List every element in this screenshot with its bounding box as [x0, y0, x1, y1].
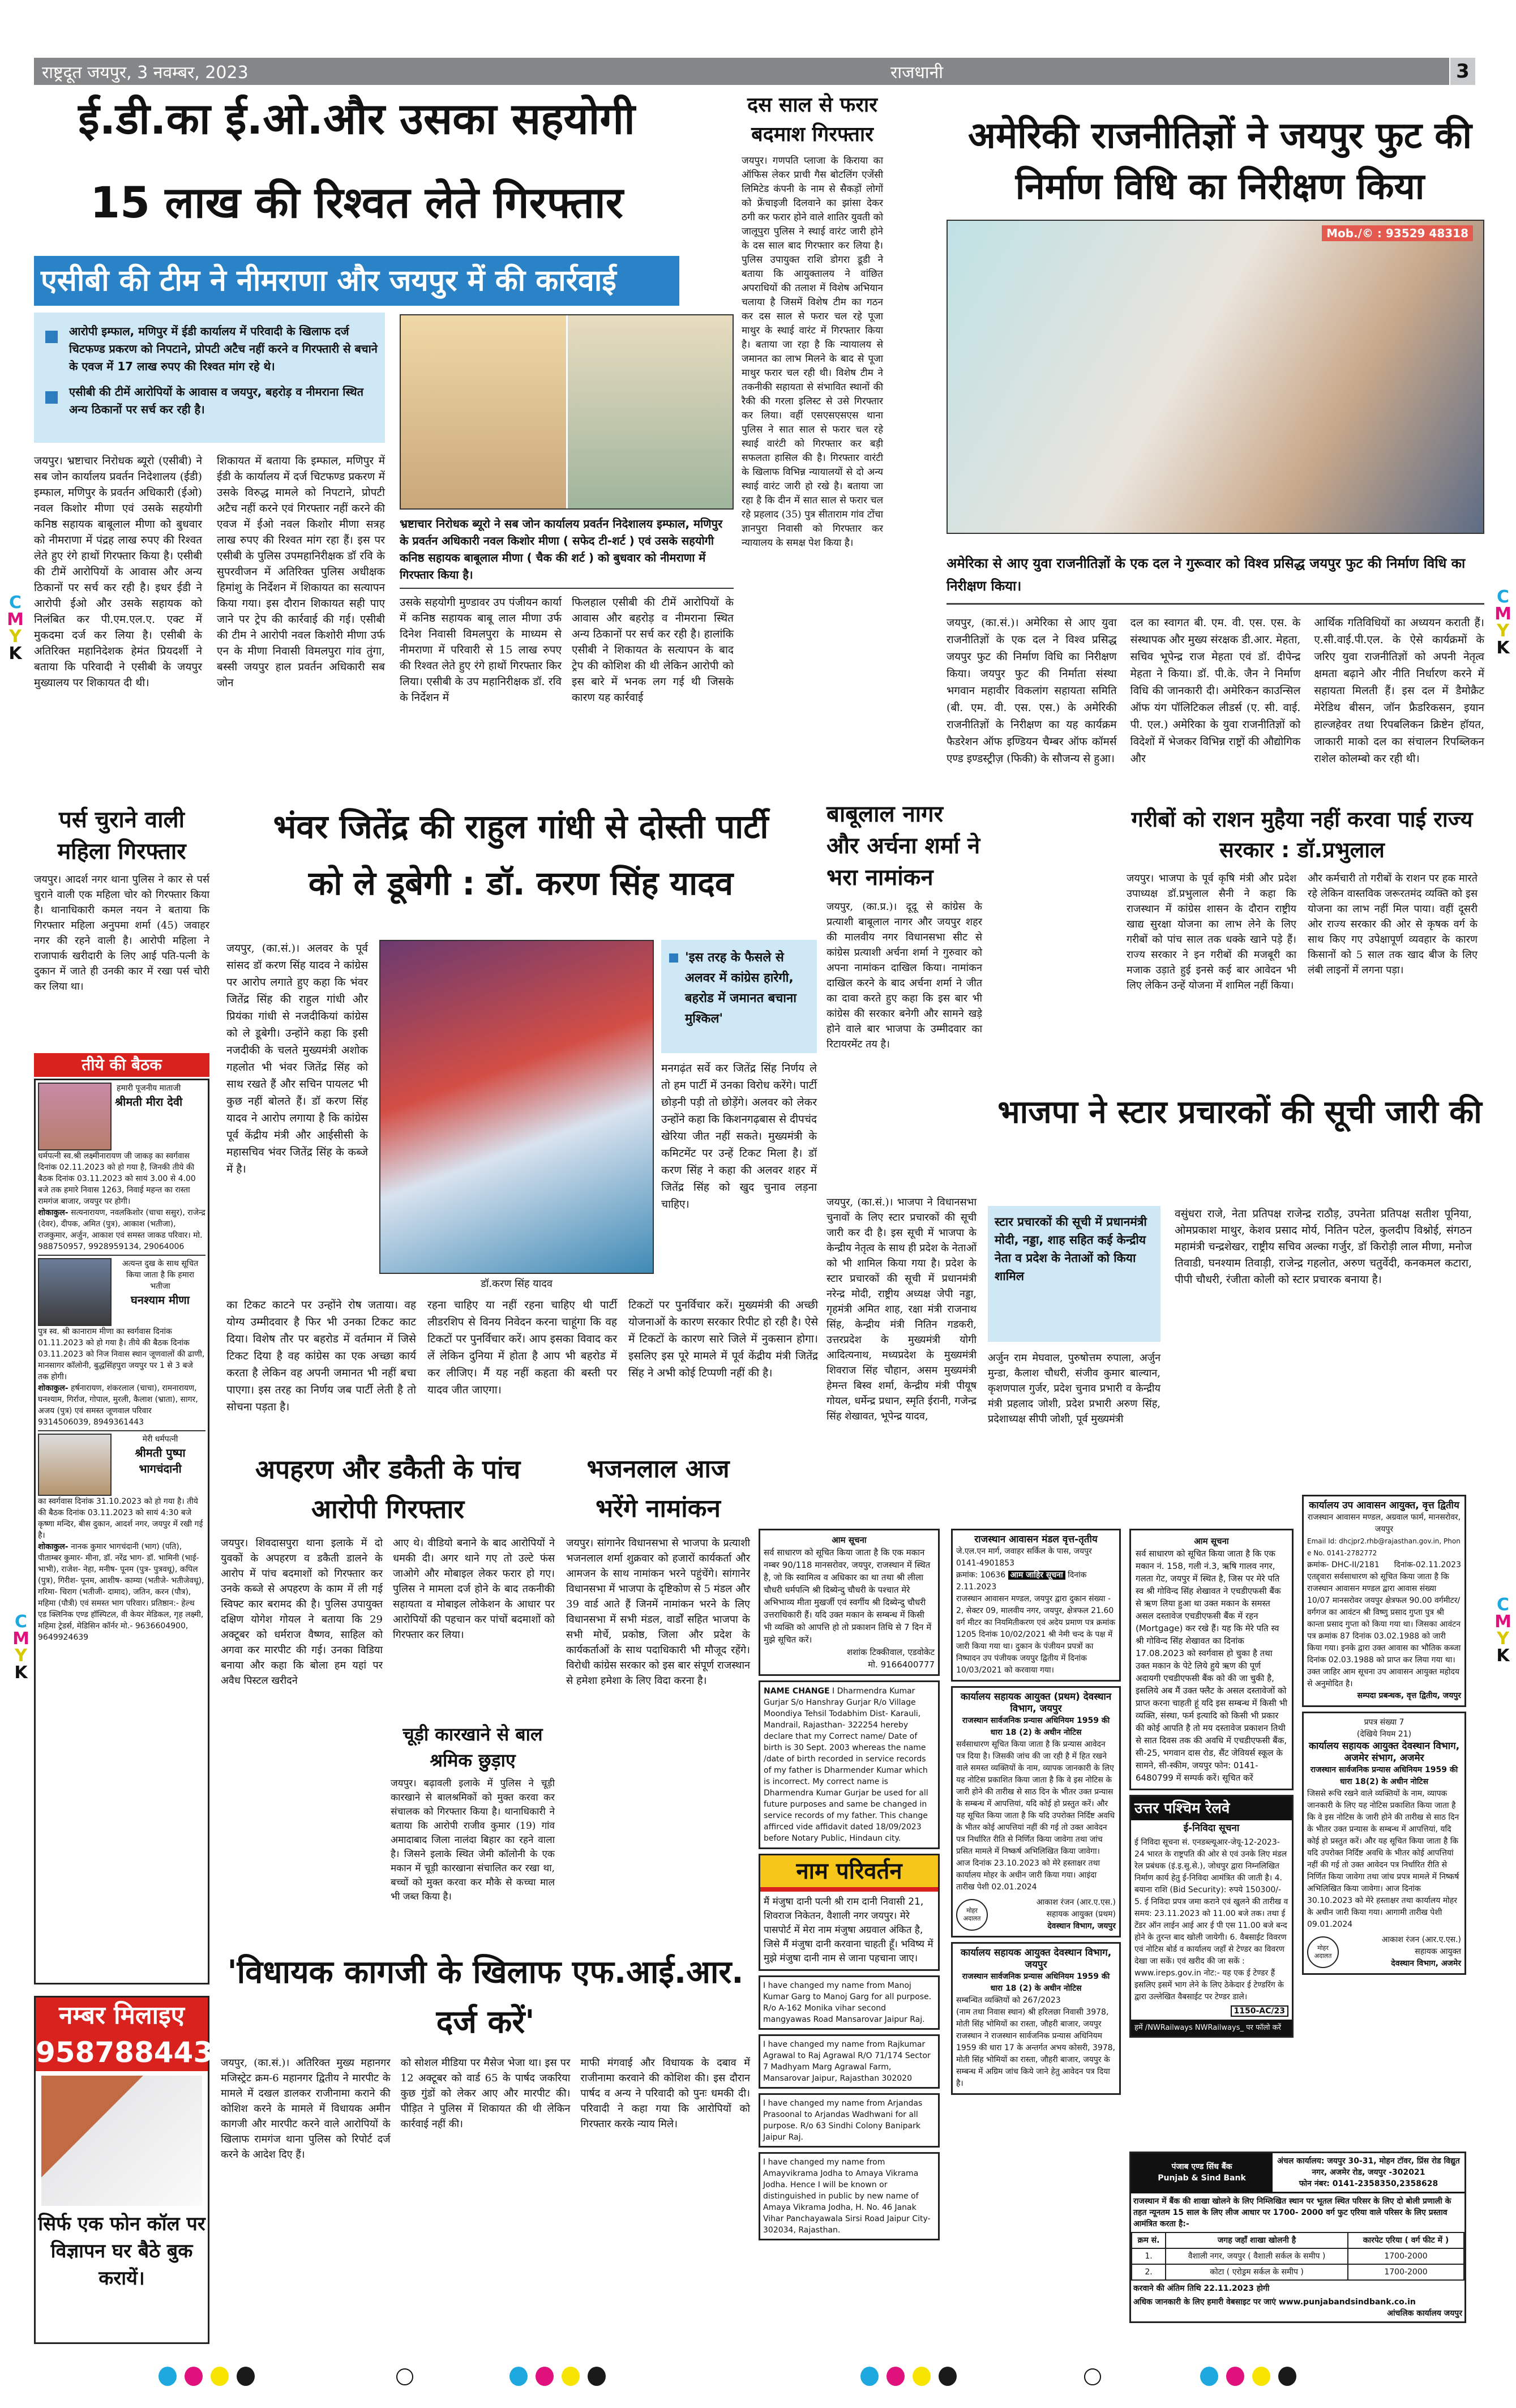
headline: भजनलाल आज भरेंगे नामांकन: [586, 1455, 730, 1523]
subhead-banner: एसीबी की टीम ने नीमराणा और जयपुर में की कार्रवाई: [34, 256, 679, 306]
table-row: 2. कोटा ( एरोड्रम सर्कल के समीप ) 1700-2000: [1132, 2264, 1464, 2280]
crosshair-registration-icon: [1084, 2368, 1101, 2385]
headline: को ले डूबेगी : डॉ. करण सिंह यादव: [308, 864, 734, 903]
name-change-item: I have changed my name from Arjandas Prasoonal to Arjandas Wadhwani for all purpose. R/o 63 Sindhi Colony Banipark Jaipur Raj.: [759, 2093, 940, 2148]
article-text: वसुंधरा राजे, नेता प्रतिपक्ष राजेन्द्र राठौड़, उपनेता प्रतिपक्ष सतीश पूनिया, ओमप्रकाश माथुर, केशव प्रसाद मोर्य, नितिन पटेल, कुलदीप विश्नोई, संगठन महामंत्री चन्द्रशेखर, राष्ट्रीय सचिव अल्का गर्जुर, डॉ किरोड़ी लाल मीणा, मनोज तिवाडी, घनश्याम तिवाड़ी, राजेन्द्र गहलोत, अरुण चतुर्वेदी, कनकमल कटारा, पीपी चौधरी, रंजीता कोली को स्टार प्रचारक बनाया है।: [1175, 1208, 1472, 1286]
notices-column-4: [1302, 1495, 1466, 1975]
article-text: जयपुर। आदर्श नगर थाना पुलिस ने कार से पर्स चुराने वाली एक महिला चोर को गिरफ्तार किया है। थानाधिकारी कमल नयन ने बताया कि गिरफ्तार महिला अनुपमा शर्मा (45) जवाहर नगर की रहने वाली है। आरोपी महिला ने राजापार्क खरीदारी के लिए आई पति-पत्नी के दुकान में जाते ही उनकी कार में रखा पर्स चोरी कर लिया था।: [34, 874, 209, 993]
headline: पर्स चुराने वाली महिला गिरफ्तार: [57, 807, 186, 865]
section-name: राजधानी: [890, 62, 943, 83]
photo-caption: डॉ.करण सिंह यादव: [481, 1278, 553, 1290]
article-columns: [34, 453, 385, 691]
phone-keypad-image: [41, 2076, 202, 2206]
deceased-photo: [38, 1083, 112, 1150]
branch-table: क्रम सं. जगह जहाँ शाखा खोलनी है कारपेट एरिया ( वर्ग फीट में ) 1. वैशाली नगर, जयपुर ( वैशाली सर्कल के समीप ) 1700-2000 2. कोटा ( एरोड्रम सर्कल के समीप ) 1700-2000: [1131, 2232, 1464, 2281]
notice-name-change-en: NAME CHANGE I Dharmendra Kumar Gurjar S/o Hanshray Gurjar R/o Village Moondiya Tehsil Todabhim Dist- Karauli, Mandrail, Rajasthan- 322254 hereby declare that my Correct name/ Date of birth is 30 Sept. 2003 whereas the name /date of birth recorded in service records of my father is Dharmender Kumar which is incorrect. My correct name is Dharmendra Kumar Gurjar be used for all future purposes and same be changed in service records of my father. This change affirced vide affidavit dated 18/09/2023 before Notary Public, Hindaun city.: [759, 1680, 940, 1849]
article-text: और कर्मचारी तो गरीबों के राशन पर हक मारते रहे लेकिन वास्तविक जरूरतमंद व्यक्ति को इस योजना का लाभ नहीं मिल पाया। वहीं दूसरी ओर राज्य सरकार की ओर से कृषक वर्ग के साथ किए गए उपेक्षापूर्ण व्यवहार के कारण किसानों को 5 साल तक खाद बीज के लिए लंबी लाइनों में लगना पड़ा।: [1308, 872, 1478, 976]
article-text: जयपुर। गणपति प्लाजा के किराया का ऑफिस लेकर प्राची गैस बोटलिंग एजेंसी लिमिटेड कंपनी के नाम से सैकड़ों लोगों को फ्रेंचाइजी दिलवाने का झांसा देकर ठगी कर फरार होने वाले शातिर युवती को जालूपुरा पुलिस ने स्थाई वारंट जारी होने के दस साल बाद गिरफ्तार कर लिया है। पुलिस उपायुक्त राशि डोगरा डूडी ने बताया कि आयुक्तालय ने वांछित अपराधियों की तलाश में विशेष अभियान चलाया है जिसमें विशेष टीम का गठन कर दस साल से फरार चल रहे पूजा माथुर के स्थाई वारंट में गिरफ्तार किया है। बताया जा रहा है कि न्यायालय से जमानत का लाभ मिलने के बाद से पूजा माथुर फरार चल रही थी। विशेष टीम ने तकनीकी सहायता से संभावित स्थानों की रैकी की गरला इलिस्ट से उसे गिरफ्तार कर लिया। वहीं एसएसएसएस थाना पुलिस ने सात साल से फरार चल रहे स्थाई वारंटी को गिरफ्तार कर बड़ी सफलता हासिल की है। गिरफ्तार वारंटी के खिलाफ विभिन्न न्यायालयों से दो अन्य स्थाई वारंट जारी हो रखे है। बताया जा रहा है कि दीन में सात साल से फरार चल रहे प्रहलाद (35) पुत्र सीताराम गांव टोंचा ज्ञानपुरा निवासी को गिरफ्तार कर न्यायालय के समक्ष पेश किया है।: [742, 155, 883, 549]
story-ed-bribery: [34, 91, 679, 231]
square-bullet-icon: [45, 391, 58, 404]
headline: अमेरिकी राजनीतिज्ञों ने जयपुर फुट की निर्माण विधि का निरीक्षण किया: [967, 115, 1472, 208]
story-bjp-list: [996, 1087, 1483, 1138]
article-text: जयपुर, (का.सं.)। भाजपा ने विधानसभा चुनावों के लिए स्टार प्रचारकों की सूची जारी कर दी है। इस सूची में भाजपा के केन्द्रीय नेतृत्व के साथ ही प्रदेश के नेताओं को भी शामिल किया गया है। प्रदेश के स्टार प्रचारकों की सूची में प्रधानमंत्री नरेन्द्र मोदी, राष्ट्रीय अध्यक्ष जेपी नड्डा, गृहमंत्री अमित शाह, रक्षा मंत्री राजनाथ सिंह, केन्द्रीय मंत्री नितिन गडकरी, उत्तरप्रदेश के मुख्यमंत्री योगी आदित्यनाथ, मध्यप्रदेश के मुख्यमंत्री शिवराज सिंह चौहान, असम मुख्यमंत्री हेमन्त बिस्व शर्मा, केन्द्रीय मंत्री पीयूष गोयल, धर्मेन्द्र प्रधान, स्मृति ईरानी, गजेन्द्र सिंह शेखावत, भूपेन्द्र यादव,: [826, 1196, 977, 1422]
ad-tagline: सिर्फ एक फोन कॉल पर विज्ञापन घर बैठे बुक करायें।: [38, 2213, 205, 2290]
headline: भंवर जितेंद्र की राहुल गांधी से दोस्ती पार्टी: [273, 807, 769, 846]
arrest-photo: [400, 314, 734, 510]
name-change-item: I have changed my name from Manoj Kumar Garg to Manoj Garg for all purpose. R/o A-162 Monika vihar second mangyawas Road Mansarovar Jaipur Raj.: [759, 1975, 940, 2030]
obituary-item: मेरी धर्मपत्नी श्रीमती पुष्पा भागचंदानी का स्वर्गवास दिनांक 31.10.2023 को हो गया है। तीये की बैठक दिनांक 03.11.2023 को सायं 4:30 बजे कृष्णा मन्दिर, बीस दुकान, आदर्श नगर, जयपुर में रखी गई है। शोकाकुल- नानक कुमार भागचंदानी (भाग) (पति), पीताम्बर कुमार- मीना, डॉ. नरेंद्र भाग- डॉ. भामिनी (भाई-भाभी), राजेश- नेहा, मनीष- पूनम (पुत्र- पुत्रवधू), कपिल (पुत्र), गिरीश- पूनम, आशीष- काम्या (भतीजे- भतीजेवधू), गरिमा- चिराग (भतीजी- दामाद), जतिन, करन (पौत्र), महिमा (पौत्री) एवं समस्त भाग परिवार। प्रतिष्ठान:- हेल्थ एड क्लिनिक एण्ड हॉस्पिटल, वी केयर मेडिकल, गृह लक्ष्मी, महिमा ट्रेडर्स, मेडिसिन कॉर्नर मो.- 9636604900, 9649924639: [38, 1435, 204, 1642]
photo-watermark: Mob./© : 93529 48318: [1322, 225, 1473, 241]
notices-column-2: [951, 1529, 1121, 2095]
headline: चूड़ी कारखाने से बाल श्रमिक छुड़ाए: [402, 1723, 543, 1771]
notice-aam-suchna-1: आम सूचना सर्व साधारण को सूचित किया जाता है कि एक मकान नम्बर 90/118 मानसरोवर, जयपुर, राजस्थान में स्थित है, जो कि स्वामित्व व अधिकार का था तथा श्री लीला चौधरी धर्मपत्नि श्री दिब्येन्दु चौधरी के पश्चात मेरे अभिभाव्य मीता मुखर्जी एवं स्वर्गीय श्री दिब्येन्दु चौधरी उत्तराधिकारी हैं। यदि उक्त मकान के सम्बन्ध में किसी भी व्यक्ति को आपत्ति हो तो प्रकाशन तिथि से 7 दिन में मुझे सूचित करें। शशांक टिक्कीवाल, एडवोकेट मो. 9166400777: [759, 1529, 940, 1676]
article-text: दल का स्वागत बी. एम. वी. एस. एस. के संस्थापक और मुख्य संरक्षक डी.आर. मेहता, सचिव भूपेन्द्र राज मेहता एवं डॉ. दीपेन्द्र मेहता ने किया। डॉ. पी.के. जैन ने निर्माण विधि की जानकारी दी। अमेरिकन काउन्सिल ऑफ यंग पॉलिटिकल लीडर्स (ए. सी. वाई. पी. एल.) अमेरिका के युवा राजनीतिज्ञों को विदेशों में भेजकर विभिन्न राष्ट्रों की औद्योगिक और: [1130, 617, 1301, 765]
deceased-photo: [38, 1434, 112, 1496]
article-text: जयपुर, (का.सं.)। अलवर के पूर्व सांसद डॉ करण सिंह यादव ने कांग्रेस पर आरोप लगाते हुए कहा कि भंवर जितेंद्र सिंह की राहुल गांधी और प्रियंका गांधी से नजदीकियां कांग्रेस को ले डूबेगी। उन्होंने कहा कि इसी नजदीकी के चलते मुख्यमंत्री अशोक गहलोत भी भंवर जितेंद्र सिंह को साथ रखते हैं और सचिन पायलट भी कुछ नहीं बोलते हैं। डॉ करण सिंह यादव ने आरोप लगाया है कि कांग्रेस पूर्व केंद्रीय मंत्री और आईसीसी के महासचिव भंवर जितेंद्र सिंह के कब्जे में है।: [226, 942, 368, 1175]
headline: गरीबों को राशन मुहैया नहीं करवा पाई राज्य सरकार : डॉ.प्रभुलाल: [1131, 807, 1473, 862]
headline: 'विधायक कागजी के खिलाफ एफ.आई.आर. दर्ज करें': [227, 1954, 744, 2041]
highlight-bullet: आरोपी इम्फाल, मणिपुर में ईडी कार्यालय में परिवादी के खिलाफ दर्ज चिटफण्ड प्रकरण को निपटाने, प्रोपटी अटैच नहीं करने व गिरफ्तारी से बचाने के एवज में 17 लाख रुपए की रिश्वत मांग रहे थे।: [45, 323, 379, 375]
crosshair-registration-icon: [396, 2368, 413, 2385]
notice-devasthan-jaipur-2: कार्यालय सहायक आयुक्त देवस्थान विभाग, जयपुर राजस्थान सार्वजनिक प्रन्यास अधिनियम 1959 की धारा 18 (2) के अधीन नोटिस सम्बन्धित व्यक्तियों को 267/2023 (नाम तथा निवास स्थान) श्री हरिलछा निवासी 3978, मोती सिंह भोमियों का रास्ता, जौहरी बाजार, जयपुर राजस्थान ने राजस्थान सार्वजनिक प्रन्यास अधिनियम 1959 की धारा 17 के अन्तर्गत अभय कोसरी, 3978, मोती सिंह भोमियों का रास्ता, जौहरी बाजार, जयपुर के सम्बन्ध में अग्रिम जांच किये जाने हेतु आवेदन पत्र दिया है।: [951, 1942, 1121, 2095]
highlights-box: [34, 313, 385, 443]
photo-caption: भ्रष्टाचार निरोधक ब्यूरो ने सब जोन कार्यालय प्रवर्तन निदेशालय इम्फाल, मणिपुर के प्रवर्तन अधिकारी नवल किशोर मीणा ( सफेद टी-शर्ट ) एवं उसके सहयोगी कनिष्ठ सहायक बाबूलाल मीणा ( चैक की शर्ट ) को बुधवार को नीमराणा में गिरफ्तार किया है।: [400, 515, 734, 589]
ad-phone[interactable]: 9587884433: [36, 2034, 208, 2071]
story-kidnap: [221, 1449, 555, 1688]
tender-code: 1150-AC/23: [1231, 2005, 1288, 2017]
registration-dots: [860, 2367, 965, 2388]
highlight-bullet: एसीबी की टीमें आरोपियों के आवास व जयपुर, बहरोड़ व नीमराना स्थित अन्य ठिकानों पर सर्च कर रही है।: [45, 383, 379, 418]
headline: भाजपा ने स्टार प्रचारकों की सूची जारी की: [997, 1094, 1482, 1131]
square-bullet-icon: [669, 953, 678, 963]
photo-accused-1: [401, 315, 568, 508]
court-seal: मोहर अदालत: [956, 1899, 988, 1931]
cmyk-mark-left-bottom: C M Y K: [12, 1612, 29, 1683]
notice-devasthan-jaipur: कार्यालय सहायक आयुक्त (प्रथम) देवस्थान विभाग, जयपुर राजस्थान सार्वजनिक प्रन्यास अधिनियम 1959 की धारा 18 (2) के अधीन नोटिस सर्वसाधारण सूचित किया जाता है कि प्रन्यास आवेदन पत्र दिया है। जिसकी जांच की जा रही है में हित रखने वाले समस्त व्यक्तियों के नाम, व्यापक जानकारी के लिए यह नोटिस प्रकाशित किया जाता है कि वे इस नोटिस के जारी होने की तारीख से साठ दिन के भीतर उक्त प्रन्यास के सम्बन्ध में आपत्तियां, यदि कोई हो प्रस्तुत करें। और यह सूचित किया जाता है कि यदि उपरोक्त निर्दिष्ट अवधि के भीतर कोई आपत्तियां नहीं की गई तो उक्त आवेदन पत्र निर्धारित रीति से निर्णित किया जावेगा तथा जांच प्रसित मामले में निष्कर्ष अभिलिखित किया जावेगा। आज दिनांक 23.10.2023 को मेरे हस्ताक्षर तथा कार्यालय मोहर के अधीन जारी किया गया। आइंदा तारीख पेशी 02.01.2024 मोहर अदालत आकाश रंजन (आर.ए.एस.) सहायक आयुक्त (प्रथम) देवस्थान विभाग, जयपुर: [951, 1686, 1121, 1937]
article-text: जयपुर, (का.सं.)। अतिरिक्त मुख्य महानगर मजिस्ट्रेट क्रम-6 महानगर द्वितीय ने मारपीट के मामले में दखल डालकर राजीनामा कराने की कोशिश करने के मामले में विधायक अमीन कागजी और मारपीट करने वाले आरोपियों के खिलाफ रामगंज थाना पुलिस को रिपोर्ट दर्ज करने के आदेश दिए हैं।: [221, 2057, 391, 2161]
headline: दस साल से फरार बदमाश गिरफ्तार: [747, 93, 877, 146]
article-text: आर्थिक गतिविधियों का अध्ययन कराती हैं। ए.सी.वाई.पी.एल. के ऐसे कार्यक्रमों के जरिए युवा राजनीतिज्ञों को अपनी नेतृत्व क्षमता बढ़ाने और नीति निर्धारण करने में सहायता मिलती हैं। इस दल में डैमोक्रैट मेरेडिथ बीसन, जॉन फ्रैडरिकसन, इयान हाल्जहेवर तथा रिपबलिकन क्रिष्टेन हॉयत, जाकारी माको दल का संचालन रिपब्लिकन राशेल कोलम्बो कर रही थी।: [1314, 617, 1484, 765]
article-columns: [226, 1297, 818, 1415]
obituary-list: [34, 1079, 209, 1984]
obituary-item: अत्यन्त दुख के साथ सूचित किया जाता है कि हमारा भतीजा घनश्याम मीणा पुत्र स्व. श्री कानाराम मीणा का स्वर्गवास दिनांक 01.11.2023 को हो गया है। तीये की बैठक दिनांक 03.11.2023 को निज निवास स्थान जूणवालों की ढाणी, मानसागर कॉलोनी, बुद्धसिंहपुरा जयपुर पर 1 से 3 बजे तक होगी। शोकाकुल- हर्षनारायण, शंकरलाल (चाचा), रामनारायण, घनश्याम, गिर्राज, गोपाल, मुरली, कैलाश (भ्राता), सागर, अजय (पुत्र) एवं समस्त जूणवाल परिवार 9314506039, 8949361443: [38, 1256, 205, 1431]
page-number: 3: [1450, 58, 1475, 85]
story-kagzi: [221, 1948, 750, 2162]
notice-housing-2: कार्यालय उप आवासन आयुक्त, वृत्त द्वितीय राजस्थान आवासन मण्डल, अग्रवाल फार्म, मानसरोवर, जयपुर Email Id: dhcjpr2.rhb@rajasthan.gov.in, Phone No. 0141-2782772 क्रमांक- DHC-II/2181 दिनांक-02.11.2023 एतद्द्वारा सर्वसाधारण को सूचित किया जाता है कि राजस्थान आवासन मण्डल द्वारा आवास संख्या 10/07 मानसरोवर जयपुर क्षेत्रफल 90.00 वर्गमीटर/वर्गगज का आवंटन श्री विष्णु प्रसाद गुप्ता पुत्र श्री कान्ता प्रसाद गुप्ता को किया गया था। जिसका आवंटन पत्र क्रमांक 87 दिनांक 03.02.1988 को जारी किया गया। इनके द्वारा उक्त आवास का भौतिक कब्जा दिनांक 02.03.1988 को प्राप्त कर लिया गया था। उक्त जाहिर आम सूचना उप आवासन आयुक्त महोदय से अनुमोदित है। सम्पदा प्रबन्धक, वृत्त द्वितीय, जयपुर: [1302, 1495, 1466, 1707]
ad-number-box: [34, 1996, 233, 2344]
article-columns: [400, 594, 734, 705]
article-text: रहना चाहिए या नहीं रहना चाहिए थी पार्टी लीडरशिप से विनय निवेदन करना चाहूंगा कि वह टिकटों पर पुनर्विचार करें। आप इसका विवाद कर लें लेकिन दुनिया में होता है आप भी बहरोड में कर लीजिए। मैं यह नहीं कहता की बस्ती पर यादव जीत जाएगा।: [427, 1299, 617, 1396]
usa-delegation-photo: [947, 220, 1484, 534]
story-badmash: [742, 91, 883, 550]
article-text: फिलहाल एसीबी की टीमें आरोपियों के आवास और बहरोड़ व नीमराना स्थित अन्य ठिकानों पर सर्च कर रही है। हालांकि एसीबी ने शिकायत के सत्यापन के बाद ट्रेप की कोशिश की थी लेकिन आरोपी को इस बारे में भनक लग गई थी जिसके कारण यह कार्रवाई: [572, 596, 734, 704]
bank-premises-ad: पंजाब एण्ड सिंध बैंक Punjab & Sind Bank अंचल कार्यालय: जयपुर 30-31, मोहन टॉवर, प्रिंस रोड विद्युत नगर, अजमेर रोड, जयपुर -302021 फोन नंबर: 0141-2358350,2358628 राजस्थान में बैंक की शाखा खोलने के लिए निम्लिखित स्थान पर भूतल स्थित परिसर के लिए दो बोली प्रणाली के तहत न्यूनतम 15 साल के लिए लीज आधार पर 1700- 2000 वर्ग फुट एरिया वाले परिसर के लिए प्रस्ताव आमंत्रित करता है:- क्रम सं. जगह जहाँ शाखा खोलनी है कारपेट एरिया ( वर्ग फीट में ) 1. वैशाली नगर, जयपुर ( वैशाली सर्कल के समीप ) 1700-2000 2. कोटा ( एरोड्रम सर्कल के समीप ) 1700-2000 करवाने की अंतिम तिथि 22.11.2023 होगी अधिक जानकारी के लिए हमारी वेबसाइट पर जाएं www.punjabandsindbank.co.in आंचलिक कार्यालय जयपुर: [1129, 2152, 1466, 2323]
notice-naam-parivartan: नाम परिवर्तन मैं मंजुषा दानी पत्नी श्री राम दानी निवासी 21, शिवराज निकेतन, वैशाली नगर जयपुर। मेरे पासपोर्ट में मेरा नाम मंजुषा अग्रवाल अंकित है, जिसे मैं मंजुषा दानी करवाना चाहती हूँ। भविष्य में मुझे मंजुषा दानी नाम से जाना पहचाना जाए।: [759, 1854, 940, 1971]
obituary-item: हमारी पूजनीय माताजी श्रीमती मीरा देवी धर्मपत्नी स्व.श्री लक्ष्मीनारायण जी जाकड़ का स्वर्गवास दिनांक 02.11.2023 को हो गया है, जिनकी तीये की बैठक दिनांक 03.11.2023 को सायं 3.00 से 4.00 बजे तक हमारे निवास 1263, निवाई महन्त का रास्ता रामगंज बाजार, जयपुर पर होगी। शोकाकुल- सत्यनारायण, नवलकिशोर (चाचा ससुर), राजेन्द्र (देवर), दीपक, अमित (पुत्र), आकाश (भतीजा), राजकुमार, अर्जुन, आकाश एवं समस्त जाकड परिवार। मो. 988750957, 9928959134, 29064006: [38, 1083, 205, 1256]
article-text: जयपुर। सांगानेर विधानसभा से भाजपा के प्रत्याशी भजनलाल शर्मा शुक्रवार को हजारों कार्यकर्ता और आमजन के साथ नामांकन भरने पहुंचेंगे। सांगानेर विधानसभा में भाजपा के दृष्टिकोण से 5 मंडल और 39 वार्ड आते हैं जिनमें नामांकन भरने के लिए विधानसभा में सभी मंडल, वार्डों सहित भाजपा के सभी मोर्चे, प्रकोष्ठ, जिला और प्रदेश के कार्यकर्ताओं के साथ पदाधिकारी भी मौजूद रहेंगे। विरोधी कांग्रेस सरकार को इस बार संपूर्ण राजस्थान से हमेशा हमेशा के लिए विदा करना है।: [566, 1537, 750, 1687]
photo-accused-2: [568, 315, 733, 508]
notice-housing-3: राजस्थान आवासन मंडल वृत्त-तृतीय जे.एल.एन मार्ग, जवाहर सर्किल के पास, जयपुर 0141-4901853 क्रमांक: 10636 आम जाहिर सूचना दिनांक 2.11.2023 राजस्थान आवासन मण्डल, जयपुर द्वारा दुकान संख्या - 2, सेक्टर 09, मालवीय नगर, जयपुर, क्षेत्रफल 21.60 वर्ग मीटर का नियमितीकरण एवं अदेय प्रमाण पत्र क्रमांक 1205 दिनांक 10/02/2021 श्री नेमी चन्द के पक्ष में जारी किया गया था। दुकान के पंजीयन प्रपत्रों का निष्पादन उप पंजीयक जयपुर द्वितीय में दिनांक 10/03/2021 को करवाया गया।: [951, 1529, 1121, 1682]
notice-railway-tender: उत्तर पश्चिम रेलवे ई-निविदा सूचना ई निविदा सूचना सं. एनडब्ल्यूआर-जेयू-12-2023-24 भारत के राष्ट्रपति की ओर से एवं उनके लिए मंडल रेल प्रबंधक (इं.इ.सु.से.), जोधपुर द्वारा निम्नलिखित निर्माण कार्य हेतु ई-निविदा आमंत्रित की जाती है। 4. बयाना राशि (Bid Security): रुपये 150300/- 5. ई निविदा प्रपत्र जमा कराने एवं खुलने की तारीख व समय: 23.11.2023 को 11.00 बजे तक। तथा ई टेंडर ऑन लाईन आई आर ई पी एस 11.00 बजे बन्द होने के तुरन्त बाद खोली जायेगी। 6. वैबसाईट विवरण एवं नोटिस बोर्ड व कार्यालय जहाँ से टेण्डर का विवरण देखा जा सकें। एवं खरीद की जा सकें : www.ireps.gov.in नोट:- यह एक ई टेण्डर हैं इसलिए इसमें भाग लेने के लिए ठेकेदार ई टेण्डरिंग के द्वारा उल्लेखित वैबसाईट पर टेण्डर डाले। 1150-AC/23 हमें /NWRailways NWRailways_ पर फॉलो करें: [1129, 1795, 1294, 2038]
notices-column-3: [1129, 1529, 1294, 2038]
story-nagar: [826, 798, 982, 1052]
page-header-bar: [34, 58, 1449, 85]
article-text: जयपुर। भ्रष्टाचार निरोधक ब्यूरो (एसीबी) ने सब जोन कार्यालय प्रवर्तन निदेशालय (ईडी) इम्फाल, मणिपुर के प्रवर्तन अधिकारी (ईओ) नवल किशोर मीणा एवं उसके सहयोगी कनिष्ठ सहायक बाबूलाल मीणा को बुधवार को नीमराणा में पंद्रह लाख रुपए की रिश्वत लेते हुए रंगे हाथों गिरफ्तार किया है। एसीबी की टीमें आरोपियों के आवास और अन्य ठिकानों पर सर्च कर रही है। इधर ईडी ने आरोपी ईओ और उसके सहायक को निलंबित कर पी.एम.एल.ए. एक्ट में मुकदमा दर्ज कर लिया है। एसीबी के अतिरिक्त महानिदेशक हेमंत प्रियदर्शी ने बताया कि परिवादी ने एसीबी के जयपुर मुख्यालय पर शिकायत दी थी।: [34, 455, 202, 689]
karan-singh-photo: [379, 940, 654, 1274]
table-row: 1. वैशाली नगर, जयपुर ( वैशाली सर्कल के समीप ) 1700-2000: [1132, 2248, 1464, 2264]
court-seal: मोहर अदालत: [1307, 1936, 1339, 1968]
cmyk-mark-right-top: C M Y K: [1494, 587, 1511, 658]
headline: अपहरण और डकैती के पांच आरोपी गिरफ्तार: [255, 1454, 521, 1524]
article-text: टिकटों पर पुनर्विचार करें। मुख्यमंत्री की अच्छी योजनाओं के कारण सरकार रिपीट हो रही है। ऐसे में टिकटों के कारण सारे जिले में नुकसान होगा। इसलिए इस पूरे मामले में पूर्व केंद्रीय मंत्री जितेंद्र सिंह ने अभी कोई टिप्पणी नहीं की है।: [628, 1299, 818, 1379]
article-text: शिकायत में बताया कि इम्फाल, मणिपुर में ईडी के कार्यालय में दर्ज चिटफण्ड प्रकरण में उसके विरुद्ध मामले को निपटाने, प्रोपटी अटैच नहीं करने एवं गिरफ्तार नहीं करने की एवज में ईओ नवल किशोर मीणा सत्रह लाख रुपए की रिश्वत मांग रहा हैं। इस पर एसीबी के पुलिस उपमहानिरीक्षक डॉ रवि के सुपरवीजन में अतिरिक्त पुलिस अधीक्षक हिमांशु के निर्देशन में शिकायत का सत्यापन किया गया। इस दौरान शिकायत सही पाए जाने पर ट्रेप की कार्रवाई की गई। एसीबी की टीम ने आरोपी नवल किशोरी मीणा उर्फ एन के मीणा निवासी विमलपुरा गांव तुंगा, बस्सी जयपुर हाल प्रवर्तन अधिकारी सब जोन: [217, 455, 385, 689]
article-text: का टिकट काटने पर उन्होंने रोष जताया। वह योग्य उम्मीदवार है फिर भी उनका टिकट काट दिया। विशेष तौर पर बहरोड में वर्तमान में जिसे टिकट दिया है वह कांग्रेस का एक अच्छा कार्य करता है लेकिन वह अपनी जमानत भी नहीं बचा पाएगा। इस तरह का निर्णय जब पार्टी लेती है तो सोचना पड़ता है।: [226, 1299, 416, 1413]
notice-aam-suchna-2: आम सूचना सर्व साधारण को सूचित किया जाता है कि एक मकान नं. 158, गली नं.3, ऋषि गालव नगर, गलता गेट, जयपुर में स्थित है, जिस पर मेरे पति स्व श्री गोविन्द सिंह शेखावत ने एचडीएफसी बैंक से ऋण लिया हुआ था उक्त मकान के समस्त असल दस्तावेज एचडीएफसी बैंक में रहन (Mortgage) कर रखे हैं। यह कि मेरे पति स्व श्री गोविन्द सिंह शेखावत का दिनांक 17.08.2023 को स्वर्गवास हो चुका है तथा उक्त मकान के पेटे लिये हुये ऋण की पूर्ण अदायगी एचडीएफसी बैंक को की जा चुकी है, इसलिये अब मैं उक्त फ्लैट के असल दस्तावेजों को प्राप्त करना चाहती हूं यदि इस सम्बन्ध में किसी भी व्यक्ति, संस्था, फर्म इत्यादि को किसी भी प्रकार की कोई आपति है तो मय दस्तावेज प्रकाशन तिथी से सात दिवस तक की अवधि में एचडीएफसी बैंक, सी-25, भगवान दास रोड, सैंट जेवियर्स स्कूल के सामने, सी-स्कीम, जयपुर फोन: 0141-6480799 में सम्पर्क करें। सूचित करें: [1129, 1529, 1294, 1790]
article-text: जयपुर, (का.प्र.)। दूदू से कांग्रेस के प्रत्याशी बाबूलाल नागर और जयपुर शहर की मालवीय नगर विधानसभा सीट से कांग्रेस प्रत्याशी अर्चना शर्मा ने गुरुवार को अपना नामांकन दाखिल किया। नामांकन दाखिल करने के बाद अर्चना शर्मा ने जीत का दावा करते हुए कहा कि इस बार भी कांग्रेस की सरकार बनेगी और सामने खड़े होने वाले बार भाजपा के उम्मीदवार का रिटायरमेंट तय है।: [826, 901, 982, 1050]
social-follow[interactable]: हमें /NWRailways NWRailways_ पर फॉलो करें: [1131, 2020, 1292, 2036]
obituary-section-title: तीये की बैठक: [34, 1053, 209, 1077]
article-text: जयपुर। शिवदासपुरा थाना इलाके में दो युवकों के अपहरण व डकैती डालने के आरोप में पांच बदमाशों को गिरफ्तार कर उनके कब्जे से अपहरण के काम में ली गई स्विफ्ट कार बरामद की है। पुलिस उपायुक्त दक्षिण योगेश गोयल ने बताया कि 29 अक्टूबर को धर्मराज वैष्णव, साहिल को अगवा कर मारपीट की गई। उनका विडिया बनाया और कहा कि बोला हम यहां पर अवैध पिस्टल खरीदने: [221, 1537, 383, 1687]
story-bhajanlal: [566, 1449, 750, 1688]
article-text: आए थे। वीडियो बनाने के बाद आरोपियों ने धमकी दी। अगर थाने गए तो उल्टे फंस जाओगे और मोबाइल लेकर फरार हो गए। पुलिस ने मामला दर्ज होने के बाद तकनीकी सहायता व मोबाइल लोकेशन के आधार पर आरोपियों की पहचान कर पांचों बदमाशों को गिरफ्तार कर लिया।: [393, 1537, 555, 1641]
headline: 15 लाख की रिश्वत लेते गिरफ्तार: [90, 177, 623, 228]
article-text: जयपुर। बढ़ावली इलाके में पुलिस ने चूड़ी कारखाने से बालश्रमिकों को मुक्त करवा कर संचालक को गिरफ्तार किया है। थानाधिकारी ने बताया कि आरोपी राजीव कुमार (19) गांव अमादाबाद जिला नालंदा बिहार का रहने वाला है। जिसने इलाके स्थित जेमी कॉलोनी के एक मकान में चूड़ी कारखाना संचालित कर रखा था, बच्चों को मुक्त करवा कर मौके से कच्चा माल भी जब्त किया है।: [391, 1778, 555, 1902]
story-prabhulal: [1127, 804, 1478, 993]
name-change-item: I have changed my name from Rajkumar Agrawal to Raj Agrawal R/O 71/174 Sector 7 Madhyam Marg Agrawal Farm, Mansarovar Jaipur, Rajasthan 302020: [759, 2034, 940, 2089]
name-change-item: I have changed my name from Amayvikrama Jodha to Amaya Vikrama Jodha. Hence I will be known or distinguished in public by new name of Amaya Vikrama Jodha, H. No. 46 Janak Vihar Panchayawala Sirsi Road Jaipur City-302034, Rajasthan.: [759, 2152, 940, 2240]
registration-dots: [1200, 2367, 1304, 2388]
story-child-labour: [391, 1721, 555, 1904]
pull-quote: 'इस तरह के फैसले से अलवर में कांग्रेस हारेगी, बहरोड में जमानत बचाना मुश्किल': [661, 940, 817, 1053]
pull-quote: स्टार प्रचारकों की सूची में प्रधानमंत्री मोदी, नड्डा, शाह सहित कई केन्द्रीय नेता व प्रदेश के नेताओं को किया शामिल: [988, 1206, 1160, 1342]
article-text: मनगढ़ंत सर्वे कर जितेंद्र सिंह निर्णय ले तो हम पार्टी में उनका विरोध करेंगे। पार्टी छोड़नी पड़ी तो छोड़ेंगे। अलवर को लेकर उन्होंने कहा कि किशनगढ़बास से दीपचंद खेरिया जीत नहीं सकते। मुख्यमंत्री के कमिटमेंट पर उन्हें टिकट मिला है। डॉ करण सिंह ने कहा की अलवर शहर में जितेंद्र सिंह को खुद चुनाव लड़ना चाहिए।: [661, 1062, 817, 1211]
article-text: अर्जुन राम मेघवाल, पुरुषोत्तम रुपाला, अर्जुन मुन्डा, कैलाश चौधरी, संजीव कुमार बाल्यान, कृशणपाल गुर्जर, प्रदेश चुनाव प्रभारी व केन्द्रीय मंत्री प्रहलाद जोशी, प्रदेश प्रभारी अरुण सिंह, प्रदेशाध्यक्ष सीपी जोशी, पूर्व मुख्यमंत्री: [988, 1352, 1160, 1425]
ad-title: नम्बर मिलाइए: [36, 1998, 208, 2034]
square-bullet-icon: [45, 331, 58, 343]
registration-dots: [509, 2367, 614, 2388]
story-purse: [34, 804, 209, 994]
paper-date: राष्ट्रदूत जयपुर, 3 नवम्बर, 2023: [42, 62, 249, 83]
notice-devasthan-ajmer: प्रपत्र संख्या 7 (देखिये नियम 21) कार्यालय सहायक आयुक्त देवस्थान विभाग, अजमेर संभाग, अजमेर राजस्थान सार्वजनिक प्रन्यास अधिनियम 1959 की धारा 18(2) के अधीन नोटिस जिससे रूचि रखने वाले व्यक्तियों के नाम, व्यापक जानकारी के लिए यह नोटिस प्रकाशित किया जाता है कि वे इस नोटिस के जारी होने की तारीख से साठ दिन के भीतर उक्त प्रन्यास के सम्बन्ध में आपत्तियां, यदि कोई हो प्रस्तुत करें। और यह सूचित किया जाता है कि यदि उपरोक्त निर्दिष्ट अवधि के भीतर कोई आपत्तियां नहीं की गई तो उक्त आवेदन पत्र निर्धारित रीति से निर्णित किया जावेगा तथा जांच प्रपत्र मामले में निष्कर्ष अभिलिखित किया जावेगा। आज दिनांक 30.10.2023 को मेरे हस्ताक्षर तथा कार्यालय मोहर के अधीन जारी किया गया। आगामी तारीख पेशी 09.01.2024 मोहर अदालत आकाश रंजन (आर.ए.एस.) सहायक आयुक्त देवस्थान विभाग, अजमेर: [1302, 1712, 1466, 1975]
deceased-photo: [38, 1258, 112, 1326]
article-columns: [947, 614, 1484, 767]
cmyk-mark-right-bottom: C M Y K: [1494, 1595, 1511, 1666]
article-text: को सोशल मीडिया पर मैसेज भेजा था। इस पर 12 अक्टूबर को वार्ड 65 के पार्षद जकरिया कुछ गुंडों को लेकर आए और मारपीट की। पीड़ित ने पुलिस में शिकायत की थी लेकिन कार्रवाई नहीं की।: [400, 2057, 571, 2130]
article-text: माफी मंगवाई और विधायक के दबाव में राजीनामा करवाने की कोशिश की। इस दौरान पार्षद व अन्य ने परिवादी को पुनः धमकी दी। परिवादी ने कहा गया कि आरोपियों को गिरफ्तार करके न्याय मिले।: [580, 2057, 750, 2130]
photo-caption: अमेरिका से आए युवा राजनीतिज्ञों के एक दल ने गुरूवार को विश्व प्रसिद्ध जयपुर फुट की निर्माण विधि का निरीक्षण किया।: [947, 552, 1484, 605]
article-text: उसके सहयोगी मुण्डावर उप पंजीयन कार्या में कनिष्ठ सहायक बाबू लाल मीणा उर्फ दिनेश निवासी विमलपुरा के माध्यम से नीमराणा में परिवारी से 15 लाख रुपए की रिश्वत लेते हुए रंगे हाथों गिरफ्तार किर लिया। एसीबी के उप महानिरीक्षक डॉ. रवि के निर्देशन में: [400, 596, 562, 704]
registration-dots: [159, 2367, 263, 2388]
headline: बाबूलाल नागर और अर्चना शर्मा ने भरा नामांकन: [826, 801, 980, 891]
story-karan-yadav: [226, 798, 815, 912]
headline: ई.डी.का ई.ओ.और उसका सहयोगी: [78, 93, 635, 144]
cmyk-mark-left-top: C M Y K: [7, 593, 24, 664]
article-text: जयपुर, (का.सं.)। अमेरिका से आए युवा राजनीतिज्ञों के एक दल ने विश्व प्रसिद्ध जयपुर फुट की निर्माण विधि का निरीक्षण किया। जयपुर फुट की निर्माता संस्था भगवान महावीर विकलांग सहायता समिति (बी. एम. वी. एस. एस.) के अमेरिकी राजनीतिज्ञों के निरीक्षण का यह कार्यक्रम फैडरेशन ऑफ इण्डियन चैम्बर ऑफ कॉमर्स एण्ड इण्डस्ट्रीज़ (फिकी) के सौजन्य से हुआ।: [947, 617, 1117, 765]
bank-logo: पंजाब एण्ड सिंध बैंक Punjab & Sind Bank: [1131, 2153, 1273, 2192]
notices-column-1: [759, 1529, 940, 2240]
story-usa: [951, 110, 1489, 212]
article-text: जयपुर। भाजपा के पूर्व कृषि मंत्री और प्रदेश उपाध्यक्ष डॉ.प्रभुलाल सैनी ने कहा कि राजस्थान में कांग्रेस शासन के दौरान राष्ट्रीय खाद्य सुरक्षा योजना का लाभ लेने के लिए गरीबों को पांच साल तक धक्के खाने पड़े हैं। राज्य सरकार ने इन गरीबों की मजबूरी का मजाक उड़ाते हुई इनसे कई बार आवेदन भी लिए लेकिन उन्हें योजना में शामिल नहीं किया।: [1127, 872, 1296, 991]
